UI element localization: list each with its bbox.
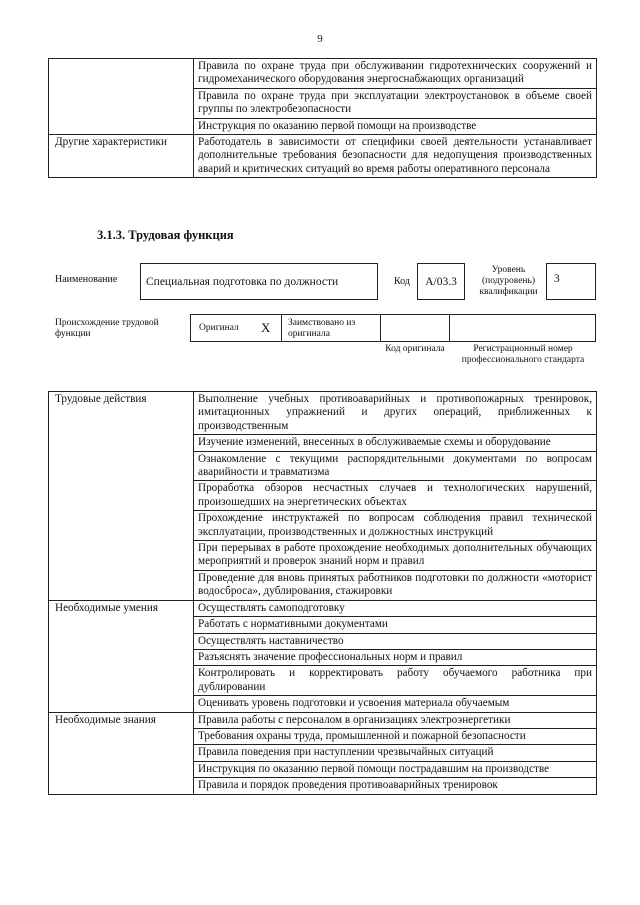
group-item: Правила поведения при наступлении чрезвычайных ситуаций bbox=[194, 745, 597, 761]
group-item: Работать с нормативными документами bbox=[194, 617, 597, 633]
code-caption: Код оригинала bbox=[385, 344, 445, 354]
borrowed-box bbox=[281, 314, 381, 342]
function-name-box bbox=[140, 263, 378, 300]
group-label-required-knowledge: Необходимые знания bbox=[49, 712, 194, 794]
group-item: Разъяснять значение профессиональных норм и правил bbox=[194, 649, 597, 665]
group-item: Изучение изменений, внесенных в обслуживаемые схемы и оборудование bbox=[194, 435, 597, 451]
level-box bbox=[546, 263, 596, 300]
function-name-value: Специальная подготовка по должности bbox=[146, 275, 339, 288]
borrowed-label: Заимствовано из оригинала bbox=[288, 318, 356, 339]
group-label-labor-actions: Трудовые действия bbox=[49, 392, 194, 601]
group-item: При перерывах в работе прохождение необходимых дополнительных обучающих мероприятий и проверок знаний норм и правил bbox=[194, 541, 597, 571]
table-row bbox=[49, 135, 597, 178]
original-code-box bbox=[380, 314, 450, 342]
table-row bbox=[49, 392, 597, 435]
original-box bbox=[190, 314, 282, 342]
page-number: 9 bbox=[317, 33, 323, 45]
original-label: Оригинал bbox=[199, 323, 239, 333]
section-title: 3.1.3. Трудовая функция bbox=[97, 228, 234, 242]
group-item: Проведение для вновь принятых работников подготовки по должности «моторист водосброса», дублирования, стажировки bbox=[194, 570, 597, 600]
group-label-required-skills: Необходимые умения bbox=[49, 600, 194, 712]
table-row bbox=[49, 59, 597, 89]
group-item: Проработка обзоров несчастных случаев и технологических нарушений, произошедших на энергетических объектах bbox=[194, 481, 597, 511]
group-item: Контролировать и корректировать работу обучаемого работника при дублировании bbox=[194, 666, 597, 696]
table-row bbox=[49, 600, 597, 616]
code-box bbox=[417, 263, 465, 300]
code-value: A/03.3 bbox=[425, 275, 457, 288]
requirements-table-continuation bbox=[48, 58, 597, 178]
level-value: 3 bbox=[554, 273, 560, 285]
row-text: Инструкция по оказанию первой помощи на производстве bbox=[194, 118, 597, 134]
row-text: Работодатель в зависимости от специфики своей деятельности устанавливает дополнительные требования безопасности для недопущения производственных аварий и критических ситуаций во время работы оперативного персонала bbox=[194, 135, 597, 178]
row-text: Правила по охране труда при эксплуатации электроустановок в объеме своей группы по электробезопасности bbox=[194, 88, 597, 118]
group-item: Требования охраны труда, промышленной и пожарной безопасности bbox=[194, 728, 597, 744]
code-label: Код bbox=[394, 276, 410, 287]
row-text: Правила по охране труда при обслуживании гидротехнических сооружений и гидромеханического оборудования энергоснабжающих организаций bbox=[194, 59, 597, 89]
group-item: Оценивать уровень подготовки и усвоения материала обучаемым bbox=[194, 696, 597, 712]
group-item: Инструкция по оказанию первой помощи пострадавшим на производстве bbox=[194, 761, 597, 777]
table-row bbox=[49, 712, 597, 728]
name-label: Наименование bbox=[55, 274, 118, 285]
function-details-table bbox=[48, 391, 597, 795]
group-item: Ознакомление с текущими распорядительными документами по вопросам аварийности и травматизма bbox=[194, 451, 597, 481]
reg-caption: Регистрационный номер профессионального стандарта bbox=[461, 344, 585, 365]
origin-label: Происхождение трудовой функции bbox=[55, 318, 159, 339]
reg-number-box bbox=[449, 314, 596, 342]
original-mark: X bbox=[261, 320, 271, 335]
level-label: Уровень (подуровень) квалификации bbox=[479, 265, 538, 297]
group-item: Правила и порядок проведения противоаварийных тренировок bbox=[194, 778, 597, 794]
group-item: Выполнение учебных противоаварийных и противопожарных тренировок, имитационных упражнений и других операций, приближенных к производственным bbox=[194, 392, 597, 435]
group-item: Осуществлять наставничество bbox=[194, 633, 597, 649]
function-details-body bbox=[49, 392, 597, 795]
group-item: Правила работы с персоналом в организациях электроэнергетики bbox=[194, 712, 597, 728]
row-label-empty bbox=[49, 59, 194, 135]
group-item: Осуществлять самоподготовку bbox=[194, 600, 597, 616]
row-label-other-characteristics: Другие характеристики bbox=[49, 135, 194, 178]
group-item: Прохождение инструктажей по вопросам соблюдения правил технической эксплуатации, производственных и должностных инструкций bbox=[194, 511, 597, 541]
